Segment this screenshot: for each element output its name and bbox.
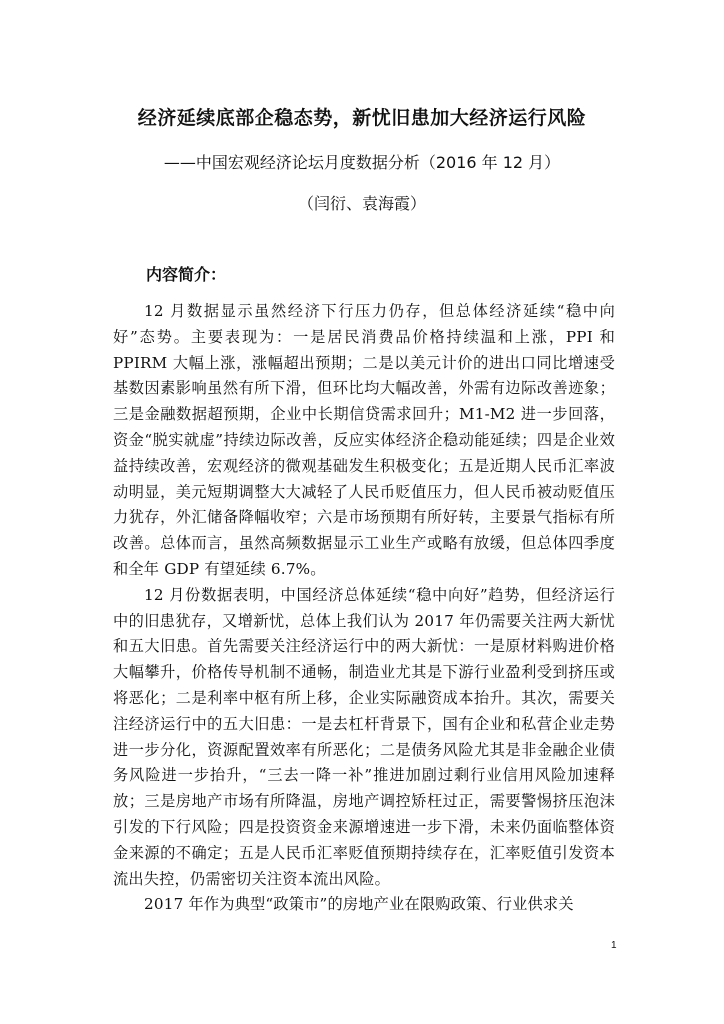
page-number: 1 [611,940,617,951]
document-subtitle: ——中国宏观经济论坛月度数据分析（2016 年 12 月） [163,153,561,172]
paragraph-3: 2017 年作为典型“政策市”的房地产业在限购政策、行业供求关 [144,895,574,914]
document-authors: （闫衍、袁海霞） [297,194,426,213]
body-text [113,299,615,918]
paragraph-1: 12 月数据显示虽然经济下行压力仍存，但总体经济延续“稳中向好”态势。主要表现为：一是居民消费品价格持续温和上涨，PPI 和 PPIRM 大幅上涨，涨幅超出预期；二是以美元计价的进出口同比增速受基数因素影响虽然有所下滑，但环比均大幅改善，外需有边际改善迹象；三是金融数据超预期，企业中长期信贷需求回升；M1-M2 进一步回落，资金“脱实就虚”持续边际改善，反应实体经济企稳动能延续；四是企业效益持续改善，宏观经济的微观基础发生积极变化；五是近期人民币汇率波动明显，美元短期调整大大减轻了人民币贬值压力，但人民币被动贬值压力犹存，外汇储备降幅收窄；六是市场预期有所好转，主要景气指标有所改善。总体而言，虽然高频数据显示工业生产或略有放缓，但总体四季度和全年 GDP 有望延续 6.7%。 [113,302,615,578]
document-title: 经济延续底部企稳态势，新忧旧患加大经济运行风险 [137,107,587,129]
paragraph-2: 12 月份数据表明，中国经济总体延续“稳中向好”趋势，但经济运行中的旧患犹存，又增新忧，总体上我们认为 2017 年仍需要关注两大新忧和五大旧患。首先需要关注经济运行中的两大新忧：一是原材料购进价格大幅攀升，价格传导机制不通畅，制造业尤其是下游行业盈利受到挤压或将恶化；二是利率中枢有所上移，企业实际融资成本抬升。其次，需要关注经济运行中的五大旧患：一是去杠杆背景下，国有企业和私营企业走势进一步分化，资源配置效率有所恶化；二是债务风险尤其是非金融企业债务风险进一步抬升，“三去一降一补”推进加剧过剩行业信用风险加速释放；三是房地产市场有所降温，房地产调控矫枉过正，需要警惕挤压泡沫引发的下行风险；四是投资资金来源增速进一步下滑，未来仍面临整体资金来源的不确定；五是人民币汇率贬值预期持续存在，汇率贬值引发资本流出失控，仍需密切关注资本流出风险。 [113,585,615,888]
section-heading: 内容简介： [146,265,227,284]
